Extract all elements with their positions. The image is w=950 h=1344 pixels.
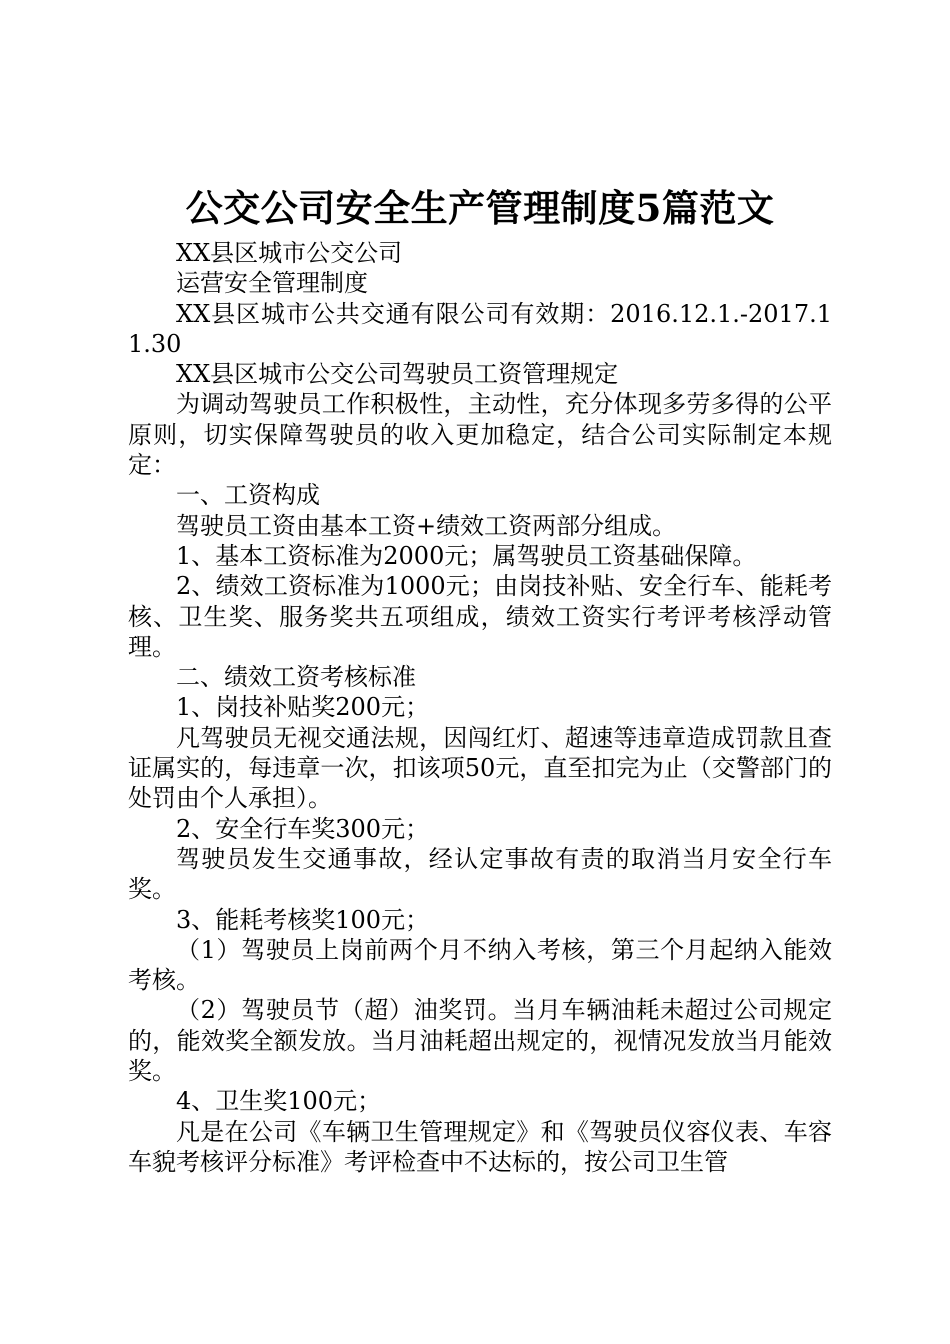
- paragraph-safety-award: 2、安全行车奖300元；: [176, 814, 430, 843]
- paragraph-performance-salary: 2、绩效工资标准为1000元；由岗技补贴、安全行车、能耗考核、卫生奖、服务奖共五项组成，绩效工资实行考评考核浮动管理。: [128, 572, 832, 661]
- paragraph-subtitle: 运营安全管理制度: [176, 269, 368, 298]
- paragraph-salary-composition: 驾驶员工资由基本工资+绩效工资两部分组成。: [176, 511, 677, 540]
- paragraph-regulation-title: XX县区城市公交公司驾驶员工资管理规定: [176, 360, 619, 389]
- paragraph-energy-rule-1: （1）驾驶员上岗前两个月不纳入考核，第三个月起纳入能效考核。: [128, 935, 832, 995]
- paragraph-post-subsidy: 1、岗技补贴奖200元；: [176, 693, 430, 722]
- paragraph-base-salary: 1、基本工资标准为2000元；属驾驶员工资基础保障。: [176, 541, 757, 570]
- paragraph-energy-award: 3、能耗考核奖100元；: [176, 905, 430, 934]
- paragraph-company-name: XX县区城市公交公司: [176, 239, 403, 267]
- paragraph-violation-rule: 凡驾驶员无视交通法规，因闯红灯、超速等违章造成罚款且查证属实的，每违章一次，扣该项50元，直至扣完为止（交警部门的处罚由个人承担）。: [128, 723, 832, 813]
- paragraph-validity: XX县区城市公共交通有限公司有效期：2016.12.1.-2017.11.30: [128, 299, 832, 358]
- document-page: [128, 178, 832, 1177]
- paragraph-hygiene-award: 4、卫生奖100元；: [176, 1087, 382, 1116]
- paragraph-intro: 为调动驾驶员工作积极性，主动性，充分体现多劳多得的公平原则，切实保障驾驶员的收入更加稳定，结合公司实际制定本规定：: [128, 390, 832, 480]
- paragraph-section-2-heading: 二、绩效工资考核标准: [176, 663, 416, 692]
- paragraph-hygiene-rule: 凡是在公司《车辆卫生管理规定》和《驾驶员仪容仪表、车容车貌考核评分标准》考评检查中不达标的，按公司卫生管: [128, 1117, 832, 1176]
- paragraph-accident-rule: 驾驶员发生交通事故，经认定事故有责的取消当月安全行车奖。: [128, 844, 832, 904]
- paragraph-section-1-heading: 一、工资构成: [176, 481, 320, 510]
- document-title: 公交公司安全生产管理制度5篇范文: [185, 186, 775, 230]
- paragraph-energy-rule-2: （2）驾驶员节（超）油奖罚。当月车辆油耗未超过公司规定的，能效奖全额发放。当月油耗超出规定的，视情况发放当月能效奖。: [128, 996, 832, 1086]
- document-body: [128, 238, 832, 1177]
